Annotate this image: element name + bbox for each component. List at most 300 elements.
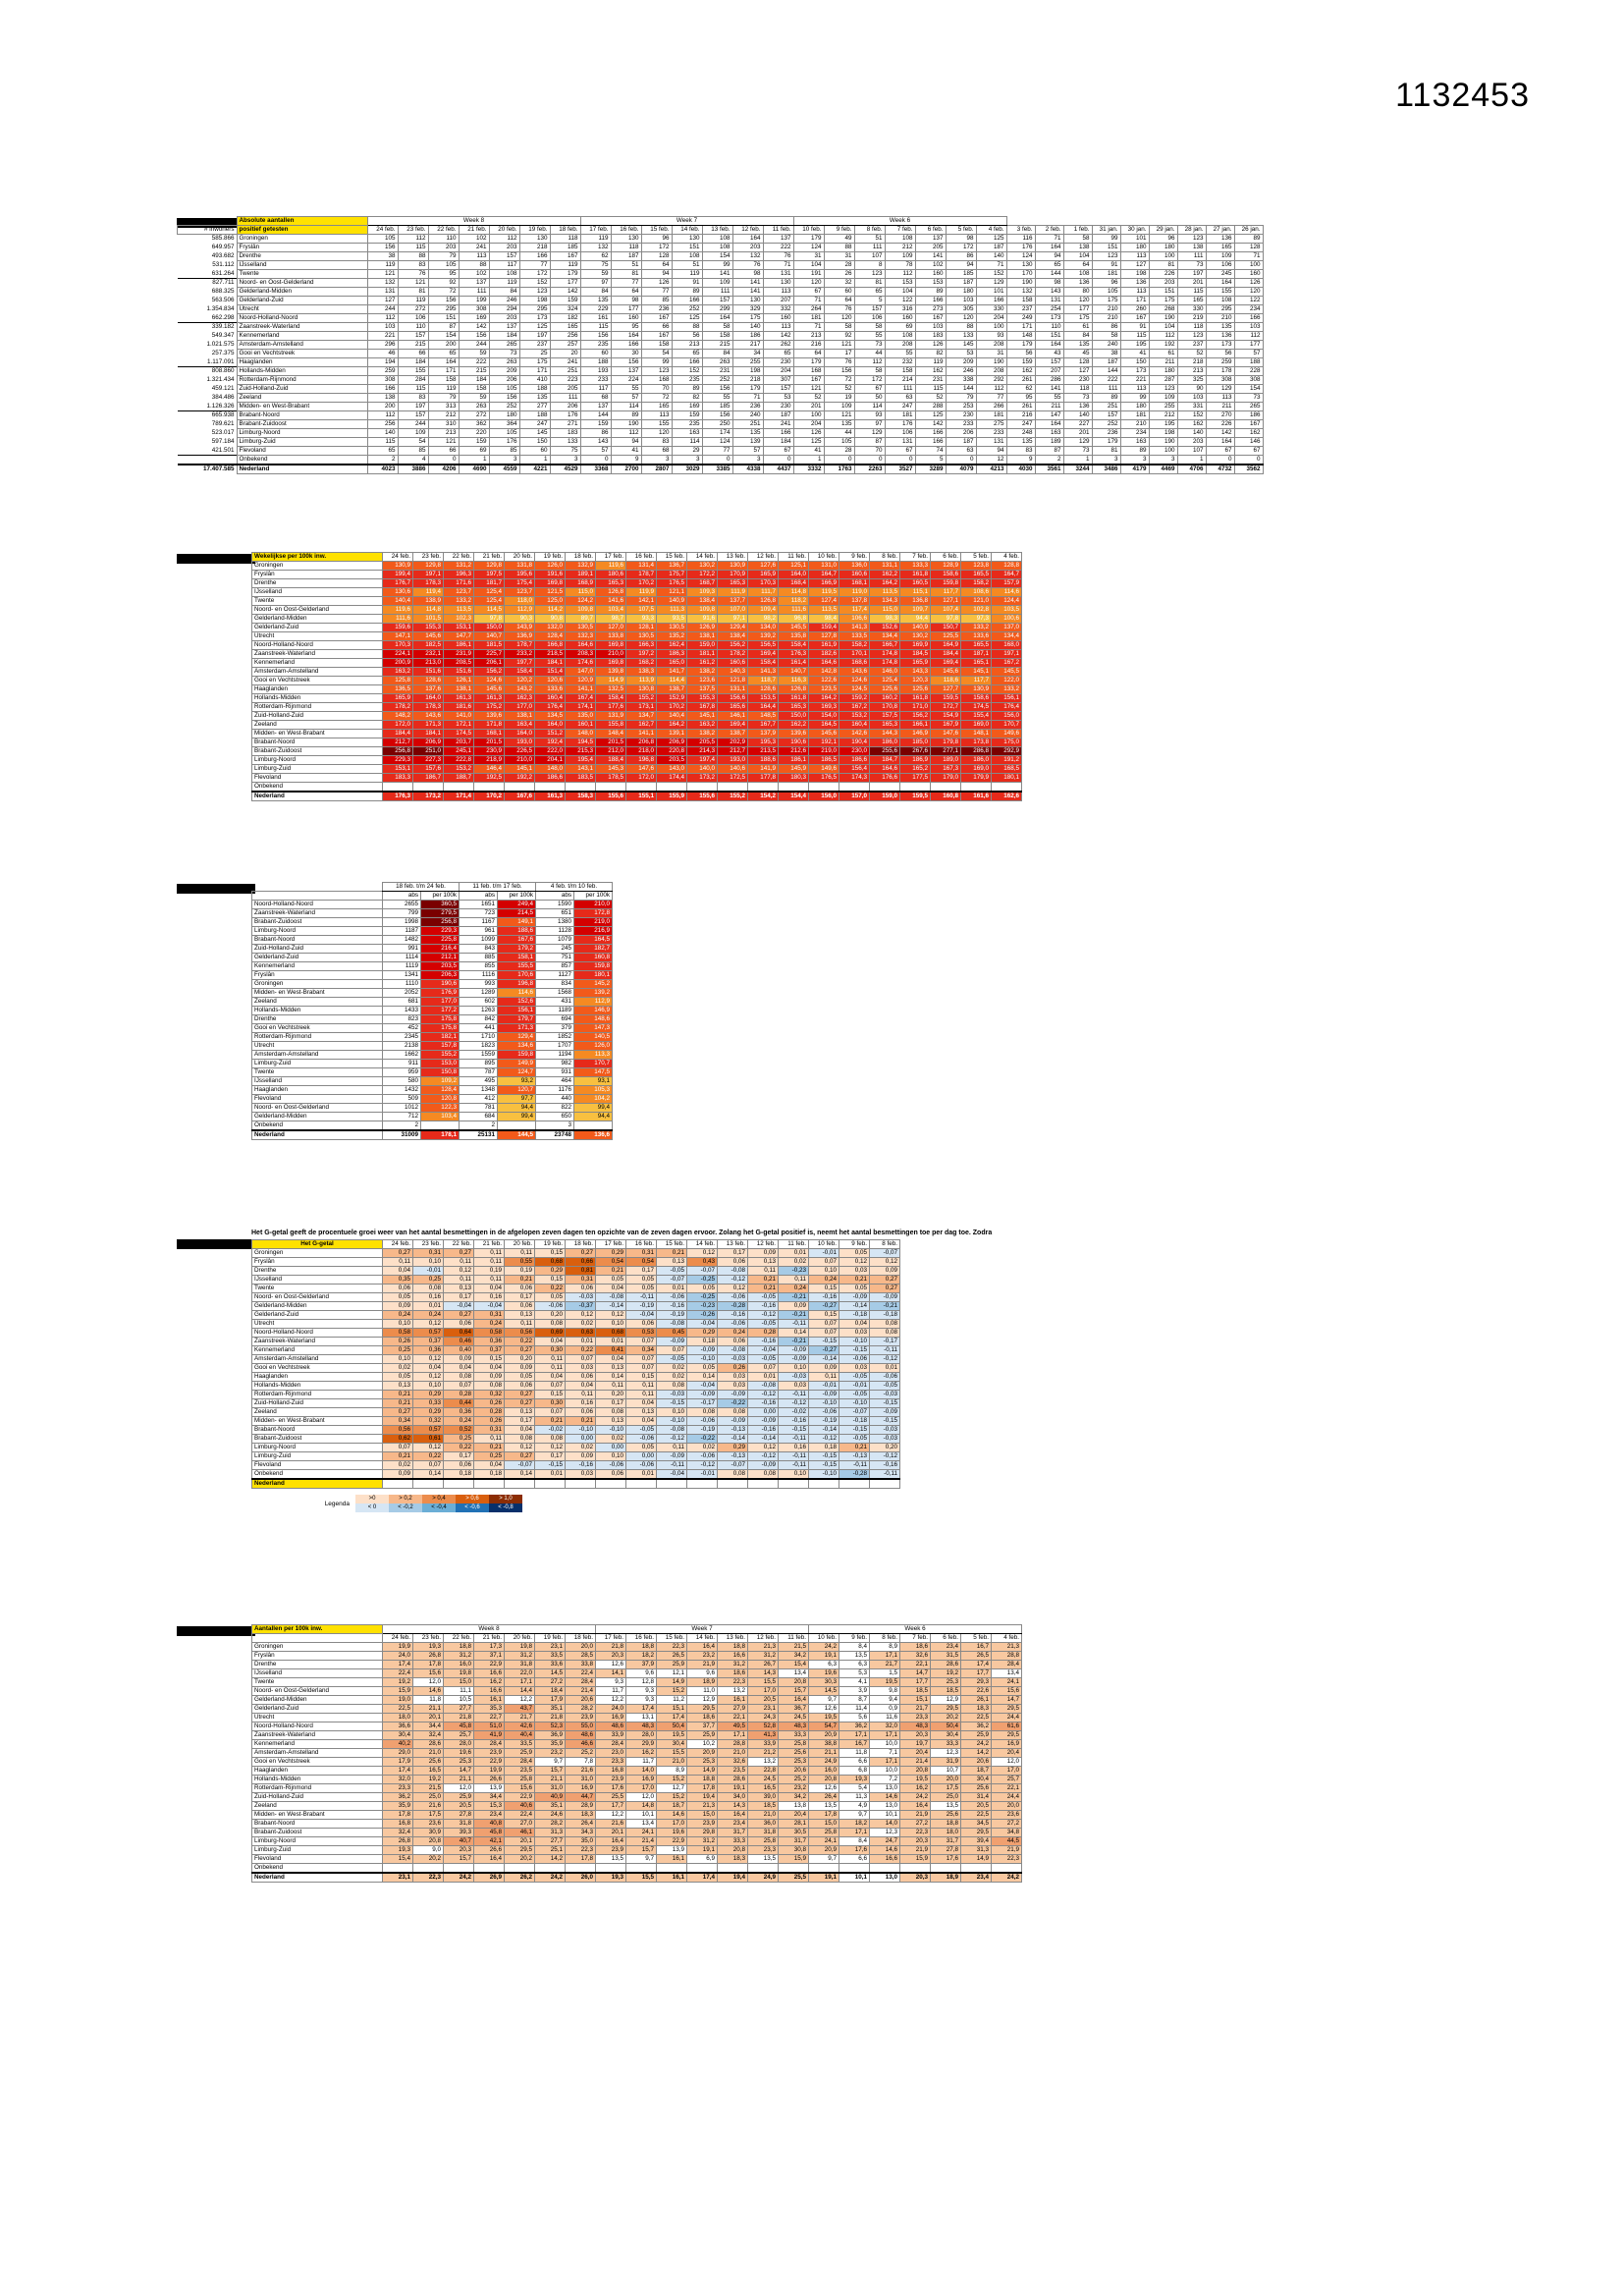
value-cell: 26,8 [383, 1837, 413, 1846]
value-cell: 158,4 [779, 641, 809, 650]
value-cell: 38,8 [809, 1740, 839, 1749]
value-cell: 24,3 [748, 1714, 779, 1722]
value-cell: 28,4 [992, 1661, 1022, 1669]
value-cell: 7,2 [870, 1776, 900, 1784]
value-cell: -0,05 [839, 1435, 870, 1444]
table-row [252, 980, 613, 989]
value-cell: 165 [1206, 244, 1234, 252]
value-cell: 25,0 [413, 1793, 444, 1802]
value-cell: 4437 [763, 465, 793, 474]
value-cell: 993 [460, 980, 498, 989]
value-cell: 24,9 [748, 1873, 779, 1883]
value-cell: 0,12 [687, 1249, 718, 1258]
value-cell: 262 [763, 341, 793, 350]
value-cell: 12,6 [809, 1705, 839, 1714]
table-row [252, 1767, 1022, 1776]
value-cell: 25,9 [687, 1731, 718, 1740]
value-cell: 218 [519, 244, 550, 252]
value-cell: 156 [367, 244, 398, 252]
value-cell: 33,9 [596, 1731, 626, 1740]
population-cell: 339.182 [178, 323, 238, 332]
value-cell: 307 [763, 376, 793, 385]
value-cell: 21,1 [535, 1776, 566, 1784]
value-cell: 751 [536, 954, 574, 962]
value-cell: 161 [580, 314, 611, 323]
value-cell: 145 [519, 429, 550, 438]
value-cell: 122,0 [992, 677, 1022, 685]
value-cell: 208,3 [566, 650, 596, 659]
value-cell: 77 [976, 394, 1006, 403]
value-cell: 142 [763, 332, 793, 341]
value-cell: 190,6 [421, 980, 460, 989]
value-cell: 129,4 [718, 624, 748, 632]
value-cell: 157,5 [870, 712, 900, 721]
value-cell: 160,6 [839, 571, 870, 579]
value-cell [779, 783, 809, 793]
value-cell: 165,5 [961, 571, 992, 579]
value-cell: 1763 [824, 465, 854, 474]
region-label: Onbekend [237, 456, 367, 465]
value-cell: 130,5 [566, 624, 596, 632]
value-cell: 0,11 [444, 1276, 474, 1285]
value-cell: 21,4 [626, 1837, 657, 1846]
value-cell: 45,8 [444, 1722, 474, 1731]
value-cell: 140 [732, 323, 763, 332]
week-header: Week 6 [793, 217, 1006, 226]
value-cell: 0,55 [505, 1258, 535, 1267]
table-row [252, 1784, 1022, 1793]
value-cell: 87 [854, 438, 885, 447]
value-cell: 124,4 [992, 597, 1022, 606]
value-cell: 0,27 [505, 1452, 535, 1461]
value-cell: 34 [732, 350, 763, 358]
value-cell: 24,2 [900, 1793, 931, 1802]
value-cell: 0,11 [535, 1355, 566, 1364]
value-cell: 1289 [460, 989, 498, 998]
value-cell: 198 [1120, 270, 1149, 279]
value-cell: 155,2 [718, 792, 748, 801]
empty-cell [178, 217, 238, 226]
region-label: Fryslân [237, 244, 367, 252]
value-cell: 137 [459, 279, 489, 288]
value-cell: 0,16 [566, 1399, 596, 1408]
value-cell: 157 [763, 385, 793, 394]
value-cell: 167,6 [505, 792, 535, 801]
value-cell: 25,0 [931, 1793, 961, 1802]
region-label: Flevoland [252, 1095, 383, 1104]
value-cell: 12 [976, 456, 1006, 465]
value-cell: 140,9 [657, 597, 687, 606]
value-cell: 0,81 [566, 1267, 596, 1276]
value-cell: 16,5 [413, 1767, 444, 1776]
value-cell: 146,1 [718, 712, 748, 721]
value-cell: 171 [1120, 297, 1149, 305]
value-cell: 10,1 [626, 1811, 657, 1820]
value-cell: 16,4 [718, 1811, 748, 1820]
value-cell: 195 [1120, 341, 1149, 350]
value-cell: 113 [1206, 394, 1234, 403]
value-cell: 325 [1177, 376, 1206, 385]
value-cell: 23,9 [687, 1820, 718, 1829]
value-cell: 20,5 [961, 1802, 992, 1811]
value-cell: 21,7 [505, 1714, 535, 1722]
value-cell: 180 [1149, 367, 1177, 376]
value-cell: -0,15 [657, 1399, 687, 1408]
table-row [252, 721, 1022, 730]
value-cell: 104 [1149, 323, 1177, 332]
value-cell: 181 [976, 411, 1006, 420]
date-header: 24 feb. [383, 1634, 413, 1643]
value-cell: 31,3 [535, 1829, 566, 1837]
date-header: 26 jan. [1234, 226, 1263, 235]
value-cell: 15,7 [535, 1767, 566, 1776]
value-cell: 0,04 [596, 1355, 626, 1364]
value-cell: -0,16 [748, 1338, 779, 1346]
value-cell: 160,8 [574, 954, 613, 962]
value-cell: 0,12 [839, 1258, 870, 1267]
population-cell: 563.506 [211, 297, 235, 303]
value-cell: 141,0 [444, 712, 474, 721]
value-cell: 13,0 [870, 1802, 900, 1811]
value-cell: 118,7 [748, 677, 779, 685]
redaction-bar-4 [177, 1239, 255, 1249]
value-cell: 192,5 [474, 774, 505, 783]
value-cell: -0,16 [748, 1302, 779, 1311]
value-cell: 0,21 [383, 1391, 413, 1399]
value-cell: 127,4 [809, 597, 839, 606]
date-header: 16 feb. [626, 553, 657, 562]
table-row [252, 962, 613, 971]
value-cell: 164,9 [931, 641, 961, 650]
value-cell: 143,9 [505, 624, 535, 632]
value-cell: 11,2 [657, 1696, 687, 1705]
date-header: 15 feb. [641, 226, 672, 235]
value-cell: 1176 [536, 1086, 574, 1095]
region-label: Brabant-Zuidoost [252, 1829, 383, 1837]
value-cell: 0,13 [505, 1408, 535, 1417]
value-cell: 0,36 [444, 1408, 474, 1417]
value-cell: 19,2 [413, 1776, 444, 1784]
value-cell: 171,3 [413, 721, 444, 730]
value-cell: 172,7 [931, 703, 961, 712]
value-cell: 0,08 [413, 1285, 444, 1293]
value-cell: 201 [1063, 429, 1092, 438]
value-cell: 189,0 [931, 756, 961, 765]
value-cell: 723 [460, 909, 498, 918]
value-cell: 17,8 [566, 1855, 596, 1864]
value-cell: 22,3 [566, 1846, 596, 1855]
value-cell: -0,02 [779, 1408, 809, 1417]
value-cell: 128,9 [931, 562, 961, 571]
value-cell: 170,7 [574, 1060, 613, 1068]
value-cell: 31,8 [505, 1661, 535, 1669]
value-cell: 48,3 [900, 1722, 931, 1731]
value-cell: 3 [1092, 456, 1120, 465]
value-cell: 0,57 [413, 1426, 444, 1435]
date-header: 24 feb. [367, 226, 398, 235]
value-cell: 162,3 [505, 694, 535, 703]
value-cell: 158,4 [748, 659, 779, 668]
value-cell: 37,9 [626, 1661, 657, 1669]
value-cell: 124,5 [839, 685, 870, 694]
value-cell: 218,9 [474, 756, 505, 765]
value-cell: 25,5 [596, 1793, 626, 1802]
value-cell: 1114 [383, 954, 421, 962]
value-cell: 91 [672, 279, 702, 288]
value-cell: 20,9 [809, 1731, 839, 1740]
value-cell: 0,9 [870, 1705, 900, 1714]
value-cell: 160,1 [566, 721, 596, 730]
value-cell: 205 [550, 385, 580, 394]
value-cell: 165,9 [383, 694, 413, 703]
population-cell: 17.407.585 [178, 465, 238, 474]
value-cell: 24,2 [809, 1643, 839, 1652]
value-cell: 59 [459, 394, 489, 403]
value-cell: 40,4 [505, 1731, 535, 1740]
value-cell: 129 [1206, 385, 1234, 394]
value-cell: 36,2 [383, 1793, 413, 1802]
value-cell: 27,0 [505, 1820, 535, 1829]
value-cell: 0,06 [444, 1461, 474, 1470]
value-cell: 164,6 [566, 641, 596, 650]
redaction-bar-5 [177, 1626, 255, 1636]
population-cell: 549.347 [211, 332, 235, 339]
value-cell: 2807 [641, 465, 672, 474]
value-cell: 294 [489, 305, 519, 314]
value-cell: 25,8 [779, 1740, 809, 1749]
value-cell [383, 783, 413, 793]
value-cell: 201,5 [474, 738, 505, 747]
value-cell: 21,6 [413, 1802, 444, 1811]
value-cell: 12,9 [931, 1696, 961, 1705]
value-cell: 23,0 [596, 1749, 626, 1758]
value-cell [718, 1864, 748, 1874]
value-cell: 188,4 [596, 756, 626, 765]
value-cell: 113 [1120, 288, 1149, 297]
value-cell: 163,2 [383, 668, 413, 677]
value-cell: 175,8 [421, 1015, 460, 1024]
value-cell: 164 [1035, 244, 1063, 252]
value-cell: -0,09 [839, 1293, 870, 1302]
value-cell: 25,6 [413, 1758, 444, 1767]
value-cell [870, 783, 900, 793]
table-row [252, 1731, 1022, 1740]
table-row [178, 394, 1264, 403]
value-cell: 27,2 [900, 1820, 931, 1829]
value-cell: 134,0 [748, 624, 779, 632]
value-cell: 0,43 [687, 1258, 718, 1267]
value-cell: -0,11 [779, 1320, 809, 1329]
value-cell: -0,21 [779, 1311, 809, 1320]
value-cell: 16,1 [657, 1873, 687, 1883]
value-cell: 73 [854, 341, 885, 350]
value-cell: 12,6 [596, 1661, 626, 1669]
value-cell: 108 [885, 332, 915, 341]
value-cell: 0,15 [474, 1355, 505, 1364]
value-cell: 98 [611, 297, 641, 305]
value-cell: 201,5 [596, 738, 626, 747]
value-cell: 203 [489, 314, 519, 323]
value-cell: 55 [854, 332, 885, 341]
value-cell: 308 [367, 376, 398, 385]
value-cell: 23,4 [474, 1811, 505, 1820]
value-cell: -0,09 [748, 1417, 779, 1426]
value-cell: 0,64 [444, 1329, 474, 1338]
value-cell: 0 [854, 456, 885, 465]
value-cell: 681 [383, 998, 421, 1007]
table-row [178, 376, 1264, 385]
value-cell: 29,3 [961, 1678, 992, 1687]
value-cell: 152,9 [657, 694, 687, 703]
value-cell: 140,0 [687, 765, 718, 774]
value-cell: 0,31 [566, 1276, 596, 1285]
value-cell: 18,8 [444, 1643, 474, 1652]
value-cell: 20,2 [931, 1714, 961, 1722]
value-cell: 167,4 [566, 694, 596, 703]
value-cell: 148,5 [748, 712, 779, 721]
value-cell: 130,2 [687, 562, 718, 571]
value-cell: 0,07 [809, 1320, 839, 1329]
value-cell: 0,07 [383, 1444, 413, 1452]
value-cell: 130,5 [626, 632, 657, 641]
value-cell [421, 1121, 460, 1131]
value-cell: 174,8 [870, 650, 900, 659]
value-cell: 216,4 [421, 945, 460, 954]
value-cell: 0,15 [809, 1311, 839, 1320]
value-cell: 41 [1120, 350, 1149, 358]
value-cell: 21,0 [748, 1811, 779, 1820]
table-row [178, 244, 1264, 252]
date-header: 17 feb. [596, 1240, 626, 1249]
value-cell: 196,8 [626, 756, 657, 765]
value-cell: 28,0 [444, 1740, 474, 1749]
value-cell: 156,5 [748, 641, 779, 650]
value-cell: 125,4 [474, 588, 505, 597]
value-cell: 4213 [976, 465, 1006, 474]
value-cell: 32,6 [718, 1758, 748, 1767]
value-cell: 140,4 [657, 712, 687, 721]
value-cell: -0,03 [870, 1426, 900, 1435]
value-cell: 16,9 [992, 1740, 1022, 1749]
value-cell: -0,16 [809, 1293, 839, 1302]
value-cell: 16,1 [657, 1855, 687, 1864]
value-cell: 172 [946, 244, 976, 252]
value-cell: 18,7 [961, 1767, 992, 1776]
value-cell: 23,3 [748, 1846, 779, 1855]
value-cell: 1 [1063, 456, 1092, 465]
value-cell: 18,8 [931, 1820, 961, 1829]
value-cell: 184,1 [535, 659, 566, 668]
value-cell: 0,44 [444, 1399, 474, 1408]
value-cell: 0,03 [718, 1373, 748, 1382]
value-cell: 0,09 [444, 1355, 474, 1364]
value-cell: 32,0 [383, 1776, 413, 1784]
inhabitants-header: # inwoners [178, 226, 238, 235]
value-cell: 0 [763, 456, 793, 465]
value-cell: -0,05 [748, 1293, 779, 1302]
value-cell: 33,3 [718, 1837, 748, 1846]
value-cell: 100 [976, 323, 1006, 332]
value-cell: 136,7 [657, 562, 687, 571]
value-cell: 9,3 [596, 1678, 626, 1687]
value-cell: 28,8 [992, 1652, 1022, 1661]
value-cell: 23,4 [718, 1820, 748, 1829]
value-cell [505, 1479, 535, 1489]
value-cell: 180 [1120, 244, 1149, 252]
value-cell: 137 [763, 235, 793, 244]
value-cell: 0,07 [809, 1258, 839, 1267]
value-cell: 0,09 [474, 1373, 505, 1382]
date-header: 20 feb. [505, 553, 535, 562]
value-cell: 0,35 [383, 1276, 413, 1285]
value-cell: 177,6 [596, 703, 626, 712]
value-cell: 188 [519, 385, 550, 394]
value-cell: 139,8 [596, 668, 626, 677]
value-cell: 232 [885, 358, 915, 367]
region-label: Haaglanden [237, 358, 367, 367]
region-label: Gelderland-Midden [252, 1302, 383, 1311]
table-row [252, 1758, 1022, 1767]
value-cell: 114,2 [535, 606, 566, 615]
value-cell: 21,0 [718, 1749, 748, 1758]
value-cell: 0,21 [839, 1276, 870, 1285]
value-cell: 15,5 [657, 1749, 687, 1758]
table-row [252, 1776, 1022, 1784]
value-cell: 295 [519, 305, 550, 314]
value-cell: 110 [1035, 323, 1063, 332]
value-cell: 125 [672, 314, 702, 323]
table-row [252, 738, 1022, 747]
value-cell: 79 [428, 252, 459, 261]
value-cell: 158,6 [931, 571, 961, 579]
value-cell: 186,6 [839, 756, 870, 765]
value-cell: 87 [1035, 447, 1063, 456]
value-cell: 149,6 [992, 730, 1022, 738]
value-cell: 33,5 [535, 1652, 566, 1661]
value-cell: 34,2 [779, 1793, 809, 1802]
value-cell: 256,8 [421, 918, 460, 927]
date-header: 28 jan. [1177, 226, 1206, 235]
per-100k-daily-table [251, 1624, 1022, 1883]
value-cell: -0,11 [779, 1461, 809, 1470]
value-cell: 108 [489, 270, 519, 279]
date-header: 18 feb. [550, 226, 580, 235]
date-header: 15 feb. [657, 1634, 687, 1643]
value-cell: 0,26 [718, 1364, 748, 1373]
value-cell: 34,8 [992, 1829, 1022, 1837]
value-cell: 113 [641, 411, 672, 420]
value-cell: 0,07 [413, 1461, 444, 1470]
value-cell: 131,0 [809, 562, 839, 571]
value-cell: 4338 [732, 465, 763, 474]
value-cell: 168 [793, 367, 824, 376]
value-cell: 2 [1035, 456, 1063, 465]
value-cell: -0,09 [687, 1346, 718, 1355]
value-cell: 85 [398, 447, 428, 456]
value-cell: 29,5 [992, 1705, 1022, 1714]
value-cell: 0,05 [626, 1444, 657, 1452]
value-cell: 129,8 [413, 562, 444, 571]
value-cell: 141,9 [748, 765, 779, 774]
value-cell: 126,8 [748, 597, 779, 606]
value-cell: 165,3 [718, 579, 748, 588]
value-cell: 20,4 [779, 1811, 809, 1820]
value-cell: -0,05 [839, 1391, 870, 1399]
region-label: Hollands-Midden [237, 367, 367, 376]
value-cell: 129 [854, 429, 885, 438]
value-cell: 4079 [946, 465, 976, 474]
value-cell: 109 [885, 252, 915, 261]
